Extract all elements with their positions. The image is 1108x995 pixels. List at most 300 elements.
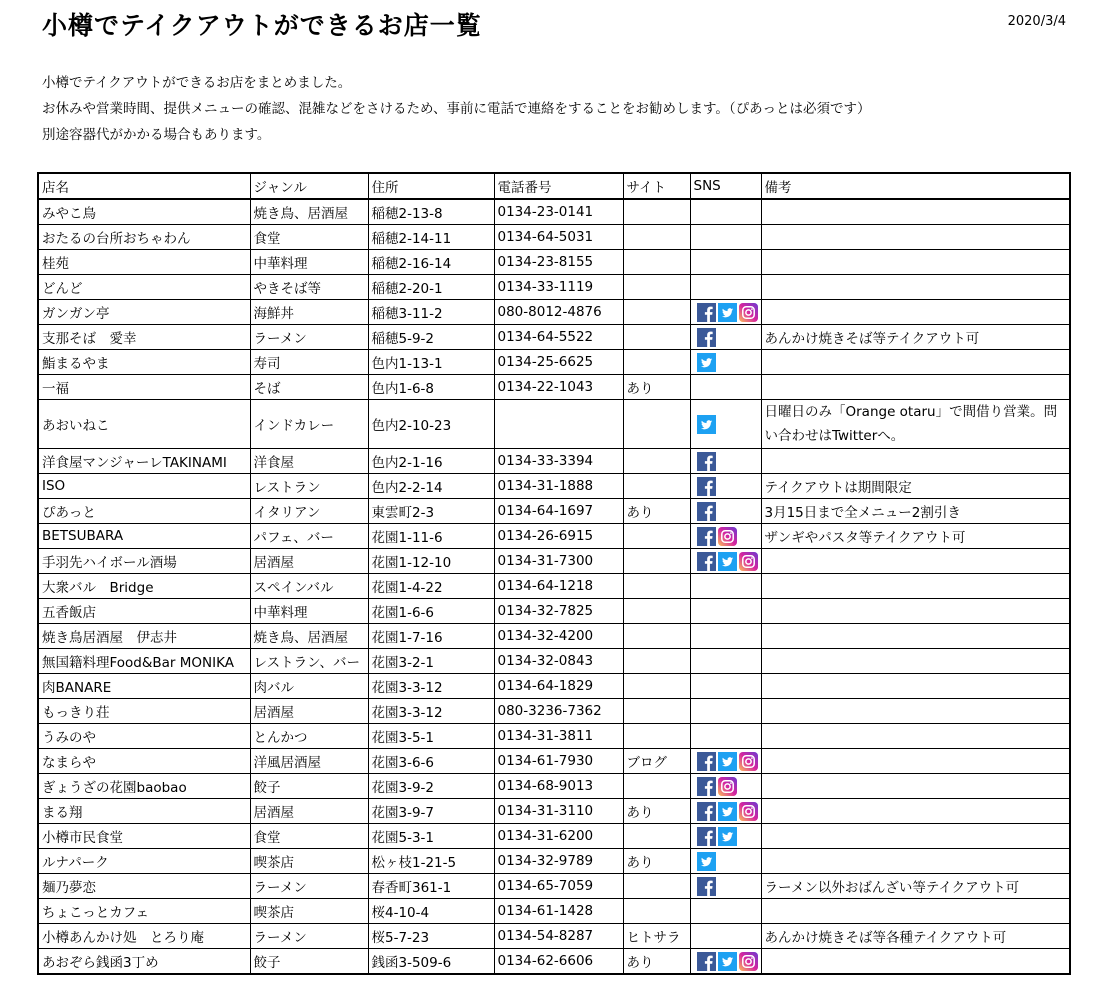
genre-cell: スペインバル xyxy=(250,574,368,599)
site-cell xyxy=(623,574,690,599)
sns-cell xyxy=(690,325,761,350)
site-cell[interactable]: あり xyxy=(623,499,690,524)
table-row xyxy=(38,275,1070,300)
table-row xyxy=(38,749,1070,774)
phone-cell: 0134-64-1697 xyxy=(494,499,623,524)
note-cell: 3月15日まで全メニュー2割引き xyxy=(761,499,1070,524)
shop-table xyxy=(37,172,1071,975)
table-row xyxy=(38,949,1070,975)
shop-name-cell: ちょこっとカフェ xyxy=(38,899,250,924)
site-cell xyxy=(623,524,690,549)
site-cell xyxy=(623,649,690,674)
twitter-icon[interactable] xyxy=(697,353,716,372)
sns-icons xyxy=(694,877,716,896)
facebook-icon[interactable] xyxy=(697,827,716,846)
shop-name-cell: ルナパーク xyxy=(38,849,250,874)
sns-cell xyxy=(690,474,761,499)
phone-cell: 0134-32-4200 xyxy=(494,624,623,649)
genre-cell: 餃子 xyxy=(250,949,368,975)
genre-cell: イタリアン xyxy=(250,499,368,524)
header-note: 備考 xyxy=(761,173,1070,199)
note-cell xyxy=(761,899,1070,924)
note-cell xyxy=(761,574,1070,599)
phone-cell: 0134-25-6625 xyxy=(494,350,623,375)
table-row xyxy=(38,849,1070,874)
phone-cell: 080-3236-7362 xyxy=(494,699,623,724)
genre-cell: 居酒屋 xyxy=(250,799,368,824)
address-cell: 花園3-3-12 xyxy=(368,674,494,699)
phone-cell: 0134-31-7300 xyxy=(494,549,623,574)
sns-cell xyxy=(690,674,761,699)
site-cell xyxy=(623,549,690,574)
sns-cell xyxy=(690,824,761,849)
genre-cell: そば xyxy=(250,375,368,400)
shop-name-cell: ISO xyxy=(38,474,250,499)
twitter-icon[interactable] xyxy=(718,303,737,322)
sns-cell xyxy=(690,849,761,874)
phone-cell: 0134-33-3394 xyxy=(494,449,623,474)
twitter-icon[interactable] xyxy=(718,802,737,821)
phone-cell: 0134-68-9013 xyxy=(494,774,623,799)
site-cell xyxy=(623,699,690,724)
facebook-icon[interactable] xyxy=(697,752,716,771)
note-cell xyxy=(761,225,1070,250)
note-cell xyxy=(761,774,1070,799)
header-genre: ジャンル xyxy=(250,173,368,199)
site-cell xyxy=(623,624,690,649)
address-cell: 銭函3-509-6 xyxy=(368,949,494,975)
phone-cell: 0134-31-3110 xyxy=(494,799,623,824)
genre-cell: ラーメン xyxy=(250,325,368,350)
shop-name-cell: 支那そば 愛幸 xyxy=(38,325,250,350)
phone-cell: 0134-22-1043 xyxy=(494,375,623,400)
note-cell xyxy=(761,699,1070,724)
note-cell: あんかけ焼きそば等各種テイクアウト可 xyxy=(761,924,1070,949)
sns-cell xyxy=(690,574,761,599)
site-cell xyxy=(623,250,690,275)
genre-cell: レストラン、バー xyxy=(250,649,368,674)
site-cell[interactable]: あり xyxy=(623,849,690,874)
sns-cell xyxy=(690,375,761,400)
phone-cell: 0134-65-7059 xyxy=(494,874,623,899)
sns-icons xyxy=(694,777,737,796)
address-cell: 花園3-9-2 xyxy=(368,774,494,799)
instagram-icon[interactable] xyxy=(739,952,758,971)
facebook-icon[interactable] xyxy=(697,303,716,322)
shop-name-cell: 五香飯店 xyxy=(38,599,250,624)
facebook-icon[interactable] xyxy=(697,502,716,521)
site-cell[interactable]: あり xyxy=(623,799,690,824)
address-cell: 花園5-3-1 xyxy=(368,824,494,849)
sns-icons xyxy=(694,353,716,372)
address-cell: 春香町361-1 xyxy=(368,874,494,899)
facebook-icon[interactable] xyxy=(697,328,716,347)
shop-name-cell: うみのや xyxy=(38,724,250,749)
phone-cell: 0134-31-3811 xyxy=(494,724,623,749)
sns-icons xyxy=(694,502,716,521)
header-shop-name: 店名 xyxy=(38,173,250,199)
site-cell xyxy=(623,300,690,325)
sns-cell xyxy=(690,624,761,649)
shop-name-cell: ガンガン亭 xyxy=(38,300,250,325)
address-cell: 色内1-13-1 xyxy=(368,350,494,375)
shop-name-cell: あおぞら銭函3丁め xyxy=(38,949,250,975)
facebook-icon[interactable] xyxy=(697,552,716,571)
twitter-icon[interactable] xyxy=(718,952,737,971)
phone-cell: 0134-32-9789 xyxy=(494,849,623,874)
sns-cell xyxy=(690,899,761,924)
note-cell: 日曜日のみ「Orange otaru」で間借り営業。問い合わせはTwitterへ。 xyxy=(761,400,1070,449)
sns-cell xyxy=(690,250,761,275)
phone-cell: 0134-23-8155 xyxy=(494,250,623,275)
table-row xyxy=(38,649,1070,674)
table-row xyxy=(38,674,1070,699)
page-title: 小樽でテイクアウトができるお店一覧 xyxy=(42,11,482,40)
phone-cell: 0134-33-1119 xyxy=(494,275,623,300)
phone-cell: 0134-32-0843 xyxy=(494,649,623,674)
facebook-icon[interactable] xyxy=(697,527,716,546)
shop-name-cell: 大衆バル Bridge xyxy=(38,574,250,599)
note-cell xyxy=(761,250,1070,275)
note-cell: ラーメン以外おばんざい等テイクアウト可 xyxy=(761,874,1070,899)
note-cell xyxy=(761,749,1070,774)
instagram-icon[interactable] xyxy=(739,752,758,771)
shop-name-cell: おたるの台所おちゃわん xyxy=(38,225,250,250)
shop-name-cell: みやこ鳥 xyxy=(38,199,250,225)
table-row xyxy=(38,375,1070,400)
shop-name-cell: 一福 xyxy=(38,375,250,400)
address-cell: 色内2-2-14 xyxy=(368,474,494,499)
note-cell xyxy=(761,849,1070,874)
note-cell xyxy=(761,649,1070,674)
table-body xyxy=(38,199,1070,974)
shop-name-cell: なまらや xyxy=(38,749,250,774)
intro-text xyxy=(42,70,871,148)
sns-cell xyxy=(690,400,761,449)
phone-cell: 0134-61-1428 xyxy=(494,899,623,924)
note-cell xyxy=(761,449,1070,474)
facebook-icon[interactable] xyxy=(697,477,716,496)
sns-icons xyxy=(694,527,737,546)
genre-cell: 食堂 xyxy=(250,225,368,250)
table-row xyxy=(38,325,1070,350)
genre-cell: 海鮮丼 xyxy=(250,300,368,325)
shop-name-cell: 焼き鳥居酒屋 伊志井 xyxy=(38,624,250,649)
sns-icons xyxy=(694,802,758,821)
genre-cell: 寿司 xyxy=(250,350,368,375)
sns-cell xyxy=(690,449,761,474)
shop-name-cell: 手羽先ハイボール酒場 xyxy=(38,549,250,574)
intro-line: お休みや営業時間、提供メニューの確認、混雑などをさけるため、事前に電話で連絡をすることをお勧めします。（ぴあっとは必須です） xyxy=(42,101,871,117)
sns-icons xyxy=(694,477,716,496)
address-cell: 稲穂2-16-14 xyxy=(368,250,494,275)
phone-cell: 0134-64-5031 xyxy=(494,225,623,250)
table-row xyxy=(38,350,1070,375)
facebook-icon[interactable] xyxy=(697,877,716,896)
instagram-icon[interactable] xyxy=(739,552,758,571)
site-cell xyxy=(623,199,690,225)
phone-cell: 0134-64-1218 xyxy=(494,574,623,599)
shop-name-cell: 肉BANARE xyxy=(38,674,250,699)
sns-cell xyxy=(690,599,761,624)
sns-icons xyxy=(694,752,758,771)
phone-cell: 0134-64-1829 xyxy=(494,674,623,699)
sns-cell xyxy=(690,549,761,574)
sns-cell xyxy=(690,949,761,975)
sns-cell xyxy=(690,524,761,549)
sns-cell xyxy=(690,774,761,799)
header-address: 住所 xyxy=(368,173,494,199)
site-cell xyxy=(623,874,690,899)
table-row xyxy=(38,250,1070,275)
genre-cell: パフェ、バー xyxy=(250,524,368,549)
header-phone: 電話番号 xyxy=(494,173,623,199)
address-cell: 花園3-3-12 xyxy=(368,699,494,724)
genre-cell: レストラン xyxy=(250,474,368,499)
phone-cell: 0134-23-0141 xyxy=(494,199,623,225)
shop-name-cell: 鮨まるやま xyxy=(38,350,250,375)
sns-icons xyxy=(694,852,716,871)
genre-cell: やきそば等 xyxy=(250,275,368,300)
site-cell xyxy=(623,474,690,499)
note-cell xyxy=(761,799,1070,824)
table-row xyxy=(38,199,1070,225)
facebook-icon[interactable] xyxy=(697,952,716,971)
shop-name-cell: 小樽市民食堂 xyxy=(38,824,250,849)
note-cell xyxy=(761,549,1070,574)
twitter-icon[interactable] xyxy=(718,752,737,771)
genre-cell: インドカレー xyxy=(250,400,368,449)
genre-cell: 食堂 xyxy=(250,824,368,849)
address-cell: 色内2-10-23 xyxy=(368,400,494,449)
table-row xyxy=(38,400,1070,449)
sns-icons xyxy=(694,328,716,347)
sns-icons xyxy=(694,303,758,322)
instagram-icon[interactable] xyxy=(718,527,737,546)
address-cell: 花園3-9-7 xyxy=(368,799,494,824)
address-cell: 東雲町2-3 xyxy=(368,499,494,524)
genre-cell: 洋風居酒屋 xyxy=(250,749,368,774)
genre-cell: ラーメン xyxy=(250,874,368,899)
genre-cell: 居酒屋 xyxy=(250,549,368,574)
shop-name-cell: 洋食屋マンジャーレTAKINAMI xyxy=(38,449,250,474)
address-cell: 稲穂2-13-8 xyxy=(368,199,494,225)
site-cell xyxy=(623,599,690,624)
twitter-icon[interactable] xyxy=(718,552,737,571)
address-cell: 花園1-4-22 xyxy=(368,574,494,599)
note-cell xyxy=(761,624,1070,649)
table-row xyxy=(38,799,1070,824)
site-cell[interactable]: あり xyxy=(623,949,690,975)
site-cell[interactable]: ブログ xyxy=(623,749,690,774)
site-cell xyxy=(623,774,690,799)
phone-cell: 0134-32-7825 xyxy=(494,599,623,624)
shop-name-cell: どんど xyxy=(38,275,250,300)
note-cell xyxy=(761,724,1070,749)
shop-name-cell: まる翔 xyxy=(38,799,250,824)
genre-cell: 焼き鳥、居酒屋 xyxy=(250,624,368,649)
genre-cell: 餃子 xyxy=(250,774,368,799)
sns-cell xyxy=(690,275,761,300)
genre-cell: 中華料理 xyxy=(250,250,368,275)
sns-cell xyxy=(690,649,761,674)
table-row xyxy=(38,699,1070,724)
table-row xyxy=(38,449,1070,474)
address-cell: 色内2-1-16 xyxy=(368,449,494,474)
site-cell xyxy=(623,275,690,300)
sns-icons xyxy=(694,415,716,434)
phone-cell: 0134-64-5522 xyxy=(494,325,623,350)
shop-name-cell: 桂苑 xyxy=(38,250,250,275)
genre-cell: 中華料理 xyxy=(250,599,368,624)
site-cell[interactable]: ヒトサラ xyxy=(623,924,690,949)
note-cell xyxy=(761,949,1070,975)
date-label: 2020/3/4 xyxy=(1007,14,1066,29)
address-cell: 花園1-6-6 xyxy=(368,599,494,624)
genre-cell: 肉バル xyxy=(250,674,368,699)
note-cell xyxy=(761,824,1070,849)
table-row xyxy=(38,624,1070,649)
table-row xyxy=(38,225,1070,250)
sns-icons xyxy=(694,552,758,571)
note-cell xyxy=(761,674,1070,699)
address-cell: 桜5-7-23 xyxy=(368,924,494,949)
intro-line: 別途容器代がかかる場合もあります。 xyxy=(42,127,271,143)
site-cell xyxy=(623,325,690,350)
site-cell xyxy=(623,724,690,749)
note-cell xyxy=(761,375,1070,400)
table-row xyxy=(38,824,1070,849)
genre-cell: 喫茶店 xyxy=(250,899,368,924)
note-cell: あんかけ焼きそば等テイクアウト可 xyxy=(761,325,1070,350)
sns-cell xyxy=(690,699,761,724)
twitter-icon[interactable] xyxy=(697,415,716,434)
site-cell[interactable]: あり xyxy=(623,375,690,400)
sns-cell xyxy=(690,799,761,824)
phone-cell: 0134-31-6200 xyxy=(494,824,623,849)
table-row xyxy=(38,599,1070,624)
twitter-icon[interactable] xyxy=(718,827,737,846)
site-cell xyxy=(623,400,690,449)
sns-icons xyxy=(694,827,737,846)
address-cell: 花園3-6-6 xyxy=(368,749,494,774)
shop-name-cell: 無国籍料理Food&Bar MONIKA xyxy=(38,649,250,674)
note-cell: ザンギやパスタ等テイクアウト可 xyxy=(761,524,1070,549)
site-cell xyxy=(623,824,690,849)
site-cell xyxy=(623,674,690,699)
twitter-icon[interactable] xyxy=(697,852,716,871)
sns-cell xyxy=(690,350,761,375)
facebook-icon[interactable] xyxy=(697,452,716,471)
table-row xyxy=(38,774,1070,799)
address-cell: 稲穂2-20-1 xyxy=(368,275,494,300)
sns-cell xyxy=(690,199,761,225)
address-cell: 稲穂3-11-2 xyxy=(368,300,494,325)
table-row xyxy=(38,300,1070,325)
address-cell: 花園1-11-6 xyxy=(368,524,494,549)
header-site: サイト xyxy=(623,173,690,199)
site-cell xyxy=(623,449,690,474)
site-cell xyxy=(623,350,690,375)
site-cell xyxy=(623,225,690,250)
table-row xyxy=(38,874,1070,899)
note-cell xyxy=(761,350,1070,375)
note-cell: テイクアウトは期間限定 xyxy=(761,474,1070,499)
genre-cell: ラーメン xyxy=(250,924,368,949)
shop-name-cell: あおいねこ xyxy=(38,400,250,449)
table-row xyxy=(38,499,1070,524)
instagram-icon[interactable] xyxy=(739,303,758,322)
genre-cell: 焼き鳥、居酒屋 xyxy=(250,199,368,225)
note-cell xyxy=(761,275,1070,300)
note-cell xyxy=(761,599,1070,624)
table-header-row xyxy=(38,173,1070,199)
address-cell: 色内1-6-8 xyxy=(368,375,494,400)
note-cell xyxy=(761,300,1070,325)
instagram-icon[interactable] xyxy=(718,777,737,796)
sns-cell xyxy=(690,749,761,774)
table-row xyxy=(38,549,1070,574)
shop-name-cell: BETSUBARA xyxy=(38,524,250,549)
site-cell xyxy=(623,899,690,924)
address-cell: 花園1-7-16 xyxy=(368,624,494,649)
address-cell: 花園3-5-1 xyxy=(368,724,494,749)
table-row xyxy=(38,524,1070,549)
table-row xyxy=(38,724,1070,749)
table-row xyxy=(38,899,1070,924)
sns-cell xyxy=(690,724,761,749)
phone-cell: 0134-54-8287 xyxy=(494,924,623,949)
phone-cell: 0134-31-1888 xyxy=(494,474,623,499)
phone-cell: 0134-62-6606 xyxy=(494,949,623,975)
shop-name-cell: 小樽あんかけ処 とろり庵 xyxy=(38,924,250,949)
sns-cell xyxy=(690,924,761,949)
address-cell: 桜4-10-4 xyxy=(368,899,494,924)
sns-icons xyxy=(694,452,716,471)
facebook-icon[interactable] xyxy=(697,777,716,796)
header-sns: SNS xyxy=(690,173,761,199)
genre-cell: 居酒屋 xyxy=(250,699,368,724)
sns-cell xyxy=(690,874,761,899)
address-cell: 稲穂2-14-11 xyxy=(368,225,494,250)
address-cell: 花園3-2-1 xyxy=(368,649,494,674)
address-cell: 松ヶ枝1-21-5 xyxy=(368,849,494,874)
genre-cell: とんかつ xyxy=(250,724,368,749)
sns-cell xyxy=(690,499,761,524)
sns-icons xyxy=(694,952,758,971)
sns-cell xyxy=(690,300,761,325)
genre-cell: 喫茶店 xyxy=(250,849,368,874)
phone-cell: 080-8012-4876 xyxy=(494,300,623,325)
sns-cell xyxy=(690,225,761,250)
intro-line: 小樽でテイクアウトができるお店をまとめました。 xyxy=(42,75,352,91)
address-cell: 花園1-12-10 xyxy=(368,549,494,574)
phone-cell: 0134-61-7930 xyxy=(494,749,623,774)
genre-cell: 洋食屋 xyxy=(250,449,368,474)
shop-name-cell: 麺乃夢恋 xyxy=(38,874,250,899)
phone-cell xyxy=(494,400,623,449)
table-row xyxy=(38,474,1070,499)
phone-cell: 0134-26-6915 xyxy=(494,524,623,549)
shop-name-cell: ぴあっと xyxy=(38,499,250,524)
note-cell xyxy=(761,199,1070,225)
instagram-icon[interactable] xyxy=(739,802,758,821)
facebook-icon[interactable] xyxy=(697,802,716,821)
shop-name-cell: もっきり荘 xyxy=(38,699,250,724)
address-cell: 稲穂5-9-2 xyxy=(368,325,494,350)
table-row xyxy=(38,924,1070,949)
table-row xyxy=(38,574,1070,599)
